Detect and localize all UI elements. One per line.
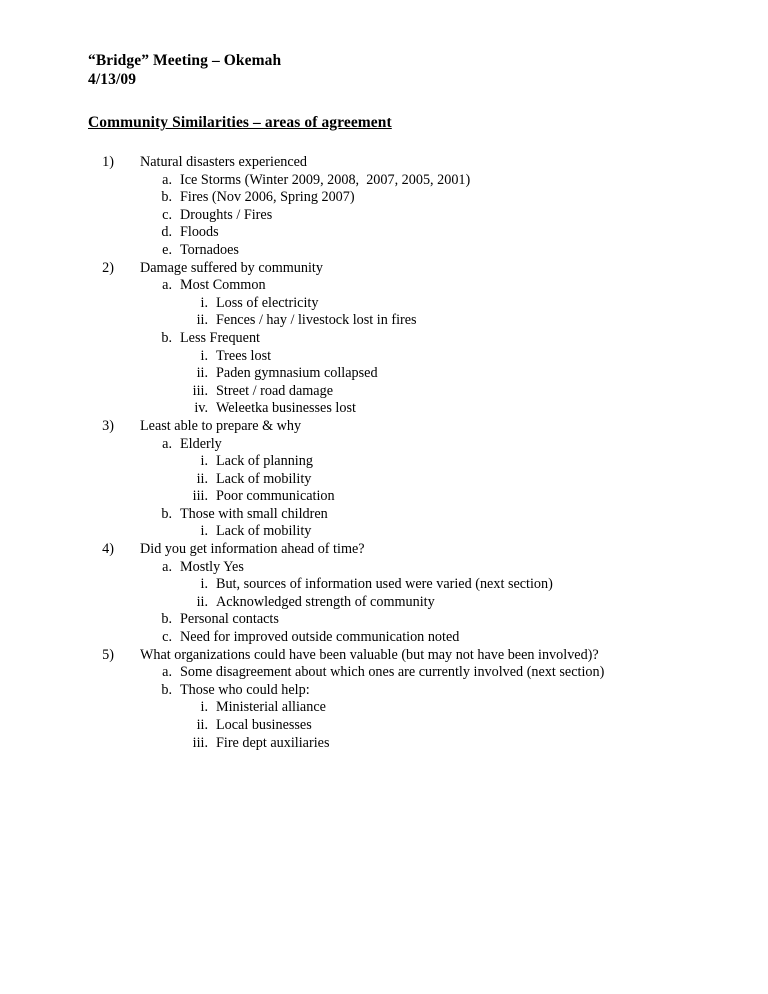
outline-marker: c. <box>162 629 172 646</box>
document-header <box>88 52 696 89</box>
outline-item-text: Lack of mobility <box>216 523 312 540</box>
outline-item-level-2 <box>88 506 696 524</box>
outline-item-text: Some disagreement about which ones are currently involved (next section) <box>180 664 605 681</box>
outline-item-text: Acknowledged strength of community <box>216 593 435 610</box>
outline-marker: a. <box>162 664 172 681</box>
outline-item-text: Most Common <box>180 277 266 294</box>
outline-item-level-3 <box>88 594 696 612</box>
outline-item-level-2 <box>88 436 696 454</box>
outline-marker: b. <box>161 611 172 628</box>
outline-marker: 1) <box>102 154 114 170</box>
outline-item-level-3 <box>88 735 696 753</box>
outline-item-text: Local businesses <box>216 717 312 733</box>
document-title: “Bridge” Meeting – Okemah <box>88 52 282 69</box>
outline-item-text: Natural disasters experienced <box>140 154 308 170</box>
outline-marker: b. <box>161 505 172 522</box>
outline-item-level-3 <box>88 699 696 717</box>
outline-marker: a. <box>162 277 172 294</box>
outline-item-text: Fires (Nov 2006, Spring 2007) <box>180 189 355 206</box>
outline-item-text: Lack of planning <box>216 453 313 470</box>
outline-item-text: But, sources of information used were varied (next section) <box>216 576 553 593</box>
outline-list <box>88 154 696 752</box>
outline-item-text: Mostly Yes <box>180 558 244 575</box>
outline-item-level-2 <box>88 664 696 682</box>
outline-item-level-3 <box>88 471 696 489</box>
outline-marker: iii. <box>192 488 208 505</box>
outline-marker: 4) <box>102 541 114 558</box>
outline-marker: i. <box>200 347 208 364</box>
outline-item-text: Less Frequent <box>180 329 260 346</box>
outline-item-text: Droughts / Fires <box>180 206 273 223</box>
outline-item-level-2 <box>88 207 696 225</box>
outline-item-level-1 <box>88 541 696 559</box>
outline-item-text: Poor communication <box>216 488 335 505</box>
outline-marker: a. <box>162 558 172 575</box>
outline-item-level-2 <box>88 224 696 242</box>
outline-item-level-3 <box>88 295 696 313</box>
outline-item-level-3 <box>88 383 696 401</box>
outline-item-text: Weleetka businesses lost <box>216 400 356 417</box>
outline-item-text: Floods <box>180 224 219 241</box>
outline-item-level-3 <box>88 717 696 735</box>
outline-item-level-3 <box>88 400 696 418</box>
outline-item-level-3 <box>88 312 696 330</box>
outline-marker: ii. <box>196 365 208 382</box>
outline-item-text: Elderly <box>180 435 222 452</box>
outline-item-level-2 <box>88 559 696 577</box>
outline-item-level-3 <box>88 523 696 541</box>
outline-marker: c. <box>162 206 172 223</box>
outline-item-text: Loss of electricity <box>216 294 319 311</box>
outline-item-level-1 <box>88 647 696 665</box>
outline-item-level-2 <box>88 242 696 260</box>
outline-item-text: What organizations could have been valuable (but may not have been involved)? <box>140 646 599 663</box>
outline-marker: ii. <box>196 470 208 487</box>
outline-item-text: Those with small children <box>180 505 328 522</box>
outline-marker: b. <box>161 329 172 346</box>
section-heading: Community Similarities – areas of agreement <box>88 114 392 131</box>
outline-item-level-3 <box>88 453 696 471</box>
outline-item-level-2 <box>88 277 696 295</box>
outline-item-text: Paden gymnasium collapsed <box>216 365 378 382</box>
outline-marker: a. <box>162 171 172 188</box>
outline-marker: 3) <box>102 417 114 434</box>
outline-item-level-1 <box>88 154 696 172</box>
outline-marker: i. <box>200 523 208 540</box>
outline-marker: i. <box>200 699 208 716</box>
outline-item-level-2 <box>88 611 696 629</box>
outline-marker: ii. <box>196 717 208 733</box>
outline-marker: iii. <box>192 382 208 399</box>
outline-marker: 5) <box>102 646 114 663</box>
outline-marker: 2) <box>102 259 114 276</box>
outline-item-level-2 <box>88 330 696 348</box>
outline-marker: i. <box>200 453 208 470</box>
outline-marker: i. <box>200 294 208 311</box>
outline-item-level-3 <box>88 348 696 366</box>
outline-item-text: Personal contacts <box>180 611 279 628</box>
outline-item-level-2 <box>88 172 696 190</box>
outline-item-text: Lack of mobility <box>216 470 312 487</box>
outline-marker: i. <box>200 576 208 593</box>
document-date: 4/13/09 <box>88 70 137 88</box>
outline-item-text: Did you get information ahead of time? <box>140 541 365 558</box>
outline-item-level-3 <box>88 488 696 506</box>
outline-marker: b. <box>161 189 172 206</box>
outline-item-text: Ministerial alliance <box>216 699 326 716</box>
outline-marker: ii. <box>196 593 208 610</box>
outline-item-text: Need for improved outside communication noted <box>180 629 460 646</box>
outline-item-text: Fences / hay / livestock lost in fires <box>216 312 417 329</box>
outline-marker: iv. <box>194 400 208 417</box>
outline-item-text: Tornadoes <box>180 241 239 258</box>
outline-marker: b. <box>161 681 172 698</box>
outline-item-text: Damage suffered by community <box>140 259 323 276</box>
outline-marker: ii. <box>196 312 208 329</box>
outline-marker: iii. <box>192 734 208 751</box>
outline-item-text: Least able to prepare & why <box>140 417 302 434</box>
outline-item-text: Trees lost <box>216 347 272 364</box>
outline-item-text: Fire dept auxiliaries <box>216 734 330 751</box>
outline-item-level-2 <box>88 629 696 647</box>
outline-item-text: Ice Storms (Winter 2009, 2008, 2007, 2005, 2001) <box>180 171 471 188</box>
outline-item-level-1 <box>88 260 696 278</box>
outline-item-text: Street / road damage <box>216 382 333 399</box>
outline-marker: d. <box>161 224 172 241</box>
outline-marker: a. <box>162 435 172 452</box>
outline-item-level-2 <box>88 682 696 700</box>
outline-marker: e. <box>162 241 172 258</box>
outline-item-level-3 <box>88 576 696 594</box>
outline-item-level-2 <box>88 189 696 207</box>
outline-item-level-1 <box>88 418 696 436</box>
outline-item-level-3 <box>88 365 696 383</box>
outline-item-text: Those who could help: <box>180 681 310 698</box>
